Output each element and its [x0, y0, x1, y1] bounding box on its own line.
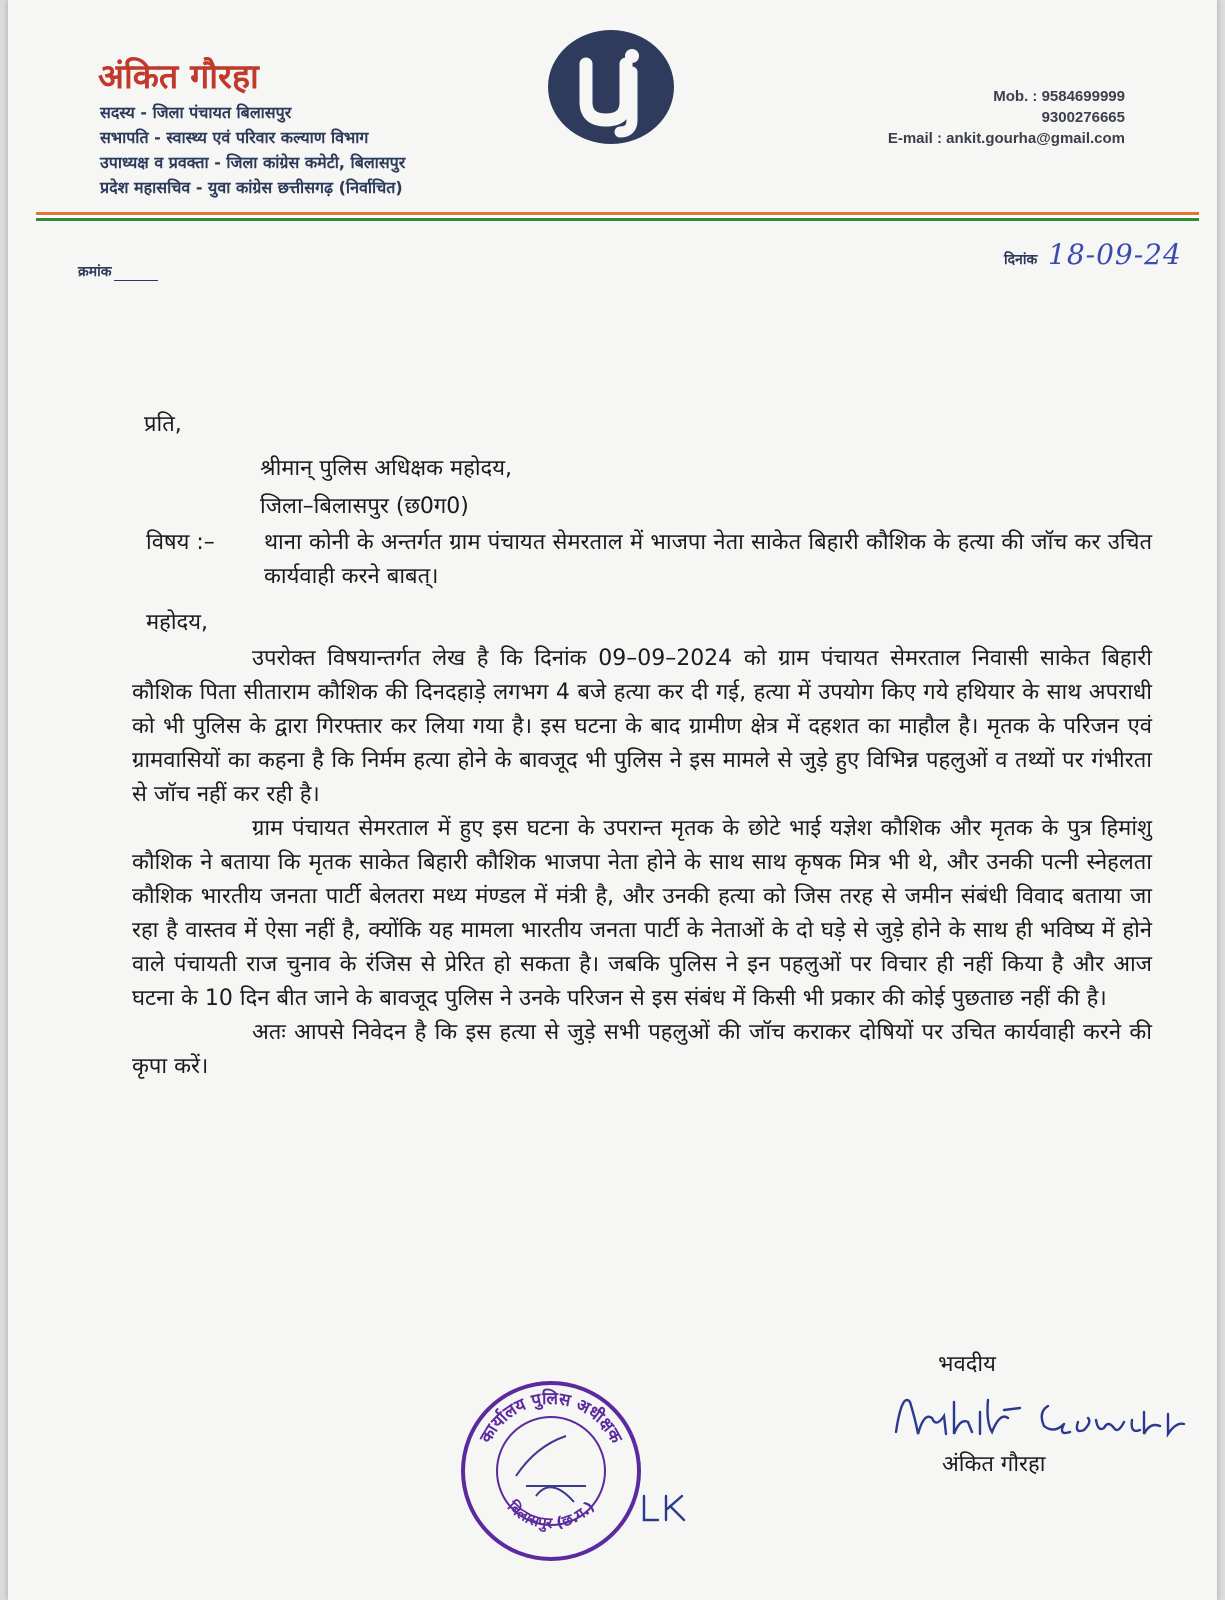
addressee-line: जिला–बिलासपुर (छ0ग0) [260, 494, 469, 519]
date-label: दिनांक [1004, 252, 1038, 268]
recipient-prefix: प्रति, [144, 412, 182, 437]
body-paragraph: ग्राम पंचायत सेमरताल में हुए इस घटना के उपरान्त मृतक के छोटे भाई यज्ञेश कौशिक और मृतक के पुत्र हिमांशु कौशिक ने बताया कि मृतक साकेत बिहारी कौशिक भाजपा नेता होने के साथ साथ कृषक मित्र भी थे, और उनकी पत्नी स्नेहलता कौशिक भारतीय जनता पार्टी बेलतरा मध्य मंण्डल में मंत्री है, और उनकी हत्या को जिस तरह से जमीन संबंधी विवाद बताया जा रहा है वास्तव में ऐसा नहीं है, क्योंकि यह मामला भारतीय जनता पार्टी के नेताओं के दो घड़े से जुड़े होने के साथ ही भविष्य में होने वाले पंचायती राज चुनाव के रंजिस से प्रेरित हो सकता है। जबकि पुलिस ने इन पहलुओं पर विचार ही नहीं किया है और आज घटना के 10 दिन बीत जाने के बावजूद पुलिस ने उनके परिजन से इस संबंध में किसी भी प्रकार की कोई पुछताछ नहीं की है। [132, 816, 1152, 1011]
stamp-text-top: कार्यालय पुलिस अधीक्षक [476, 1388, 626, 1447]
stamp-text-bottom: बिलासपुर (छ.ग.) [503, 1497, 599, 1533]
party-logo-icon [546, 28, 676, 146]
letter-body [132, 408, 1152, 1084]
designation-line: प्रदेश महासचिव - युवा कांग्रेस छत्तीसगढ़ (निर्वाचित) [100, 178, 403, 197]
tricolor-divider [36, 212, 1199, 221]
contact-block [888, 86, 1125, 149]
email-line: E-mail : ankit.gourha@gmail.com [887, 130, 1125, 147]
handwritten-date: 18-09-24 [1048, 238, 1182, 271]
mobile-line: Mob. : 9584699999 [993, 88, 1125, 105]
reference-number [78, 262, 158, 281]
police-office-stamp [456, 1376, 646, 1566]
letter-sheet [8, 0, 1217, 1600]
body-paragraph: अतः आपसे निवेदन है कि इस हत्या से जुड़े सभी पहलुओं की जॉच कराकर दोषियों पर उचित कार्यवाही करने की कृपा करें। [132, 1020, 1152, 1079]
addressee-line: श्रीमान् पुलिस अधिक्षक महोदय, [260, 456, 512, 481]
subject-text: थाना कोनी के अन्तर्गत ग्राम पंचायत सेमरताल में भाजपा नेता साकेत बिहारी कौशिक के हत्या की जॉच कर उचित कार्यवाही करने बाबत्। [264, 530, 1152, 589]
letterhead-designations [100, 100, 405, 200]
salutation: महोदय, [146, 610, 208, 635]
reference-label: क्रमांक [78, 264, 112, 280]
designation-line: सभापति - स्वास्थ्य एवं परिवार कल्याण विभाग [100, 128, 369, 147]
subject-block [132, 526, 1152, 594]
designation-line: उपाध्यक्ष व प्रवक्ता - जिला कांग्रेस कमेटी, बिलासपुर [100, 153, 406, 172]
handwritten-signature [888, 1382, 1218, 1452]
reference-blank-line [114, 280, 158, 281]
handwritten-initial [636, 1488, 706, 1528]
body-paragraph: उपरोक्त विषयान्तर्गत लेख है कि दिनांक 09–09–2024 को ग्राम पंचायत सेमरताल निवासी साकेत बिहारी कौशिक पिता सीताराम कौशिक की दिनदहाड़े लगभग 4 बजे हत्या कर दी गई, हत्या में उपयोग किए गये हथियार के साथ अपराधी को भी पुलिस के द्वारा गिरफ्तार कर लिया गया है। इस घटना के बाद ग्रामीण क्षेत्र में दहशत का माहौल है। मृतक के परिजन एवं ग्रामवासियों का कहना है कि निर्मम हत्या होने के बावजूद भी पुलिस ने इस मामले से जुड़े हुए विभिन्न पहलुओं व तथ्यों पर गंभीरता से जॉच नहीं कर रही है। [132, 646, 1152, 807]
designation-line: सदस्य - जिला पंचायत बिलासपुर [100, 103, 292, 122]
subject-label: विषय :– [146, 530, 215, 555]
letterhead-name: अंकित गौरहा [98, 57, 259, 97]
closing: भवदीय [938, 1352, 996, 1377]
signatory-name: अंकित गौरहा [942, 1452, 1046, 1477]
mobile-line-2: 9300276665 [1041, 109, 1125, 126]
svg-text:बिलासपुर (छ.ग.) [503, 1497, 598, 1533]
